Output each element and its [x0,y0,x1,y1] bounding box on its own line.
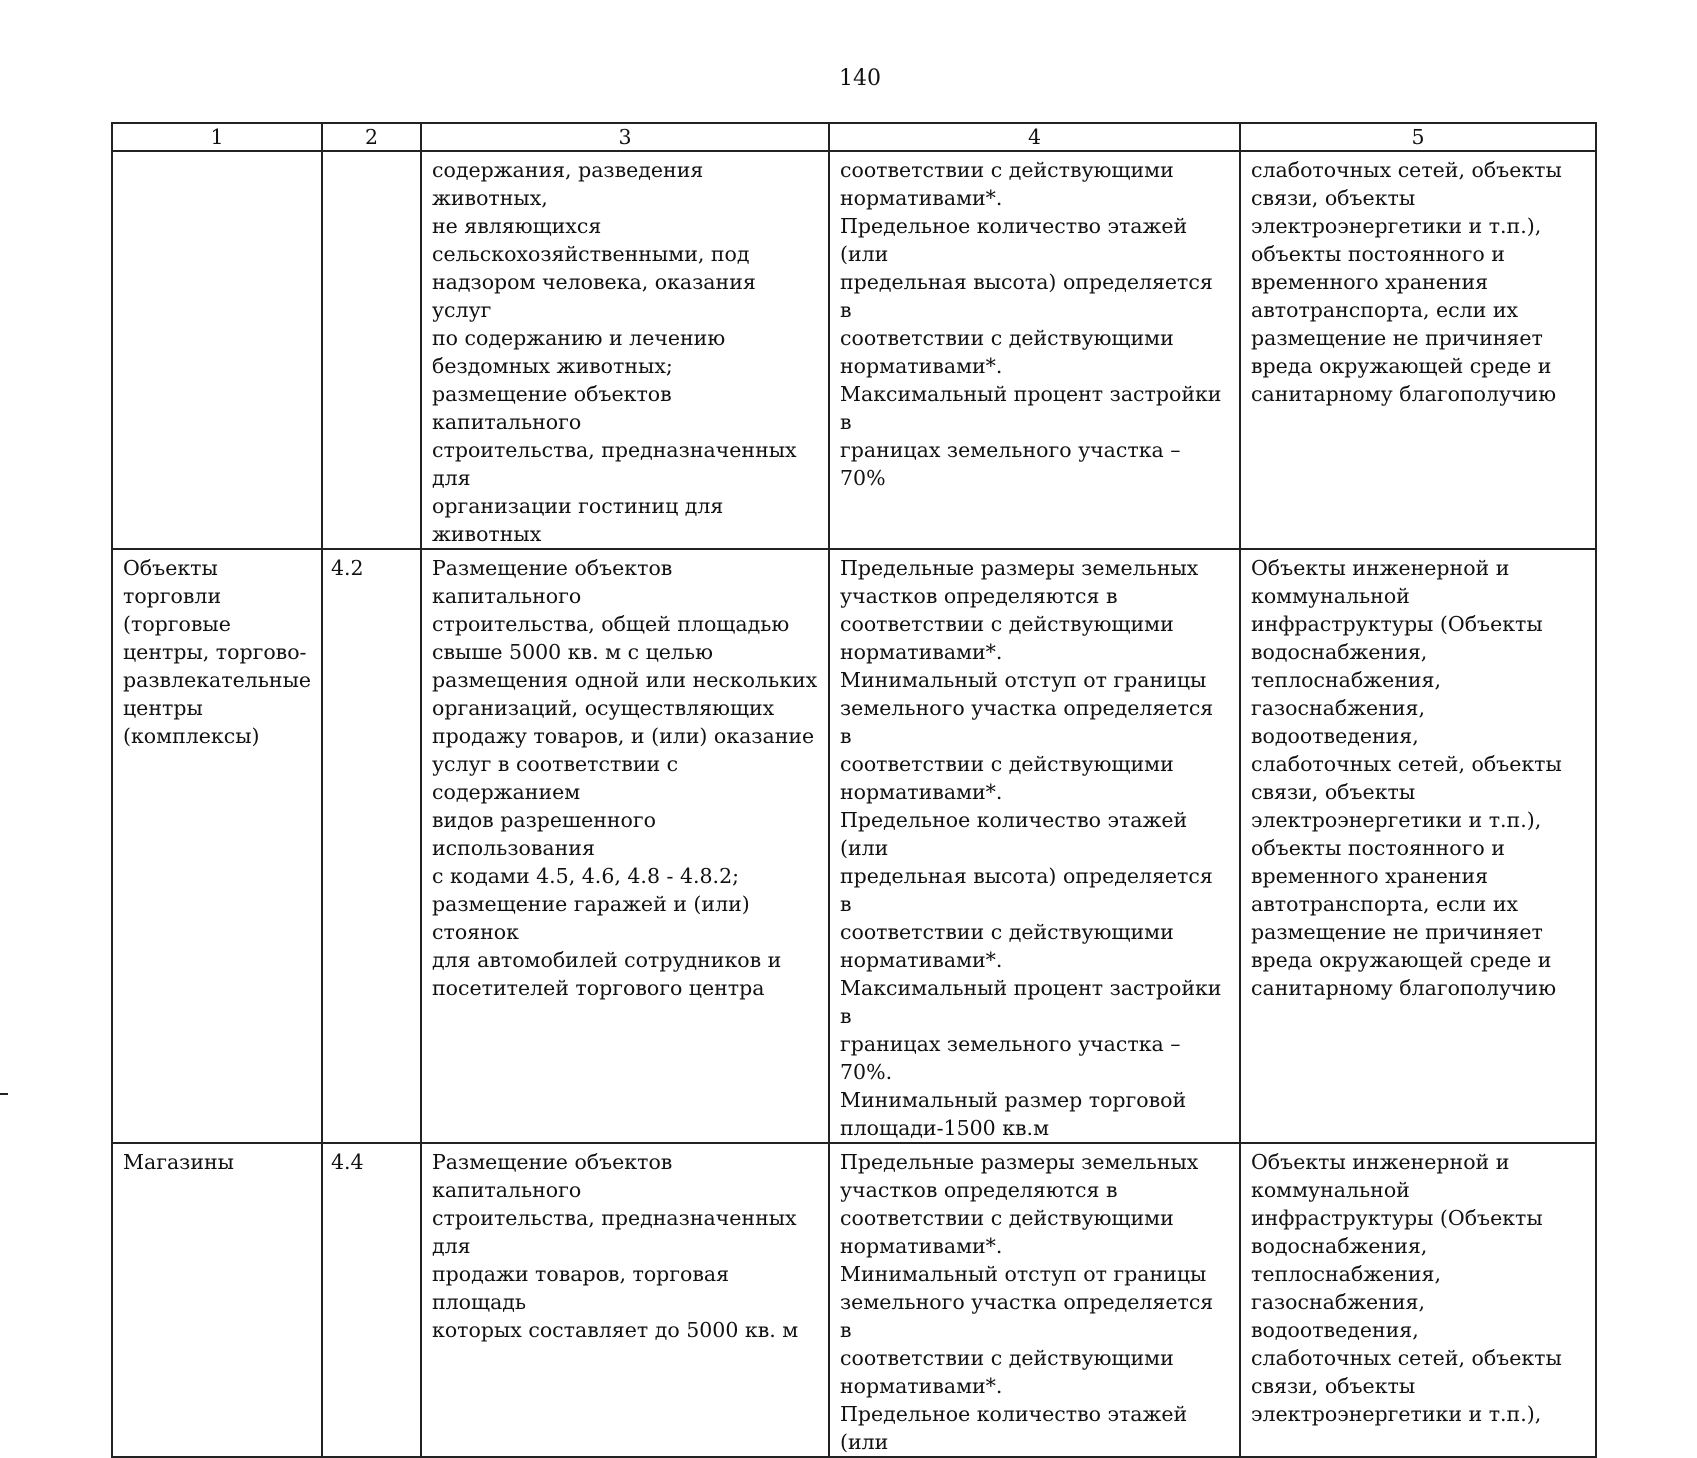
use-code-cell: 4.4 [322,1143,421,1457]
header-cell-5: 5 [1240,123,1596,151]
auxiliary-uses-cell: Объекты инженерной и коммунальной инфраструктуры (Объекты водоснабжения, теплоснабжения, газоснабжения, водоотведения, слаботочных сетей, объекты связи, объекты электроэнергетики и т.п.), объекты постоянного и временного хранения автотранспорта, если их размещение не причиняет вреда окружающей среде и санитарному благополучию [1240,549,1596,1143]
use-name-cell [112,151,322,549]
table-row [112,151,1596,549]
auxiliary-uses-cell: Объекты инженерной и коммунальной инфраструктуры (Объекты водоснабжения, теплоснабжения, газоснабжения, водоотведения, слаботочных сетей, объекты связи, объекты электроэнергетики и т.п.), [1240,1143,1596,1457]
header-cell-3: 3 [421,123,829,151]
use-code-cell [322,151,421,549]
table-row [112,549,1596,1143]
use-description-cell: содержания, разведения животных, не являющихся сельскохозяйственными, под надзором человека, оказания услуг по содержанию и лечению бездомных животных; размещение объектов капитального строительства, предназначенных для организации гостиниц для животных [421,151,829,549]
header-cell-1: 1 [112,123,322,151]
header-cell-4: 4 [829,123,1240,151]
page-number: 140 [839,66,881,91]
parameters-cell: Предельные размеры земельных участков определяются в соответствии с действующими нормативами*. Минимальный отступ от границы земельного участка определяется в соответствии с действующими нормативами*. Предельное количество этажей (или [829,1143,1240,1457]
use-name-cell: Магазины [112,1143,322,1457]
auxiliary-uses-cell: слаботочных сетей, объекты связи, объекты электроэнергетики и т.п.), объекты постоянного и временного хранения автотранспорта, если их размещение не причиняет вреда окружающей среде и санитарному благополучию [1240,151,1596,549]
use-code-cell: 4.2 [322,549,421,1143]
header-row [112,123,1596,151]
header-cell-2: 2 [322,123,421,151]
table-row [112,1143,1596,1457]
parameters-cell: соответствии с действующими нормативами*. Предельное количество этажей (или предельная высота) определяется в соответствии с действующими нормативами*. Максимальный процент застройки в границах земельного участка – 70% [829,151,1240,549]
use-description-cell: Размещение объектов капитального строительства, предназначенных для продажи товаров, торговая площадь которых составляет до 5000 кв. м [421,1143,829,1457]
use-name-cell: Объекты торговли (торговые центры, торгово- развлекательные центры (комплексы) [112,549,322,1143]
use-description-cell: Размещение объектов капитального строительства, общей площадью свыше 5000 кв. м с целью размещения одной или нескольких организаций, осуществляющих продажу товаров, и (или) оказание услуг в соответствии с содержанием видов разрешенного использования с кодами 4.5, 4.6, 4.8 - 4.8.2; размещение гаражей и (или) стоянок для автомобилей сотрудников и посетителей торгового центра [421,549,829,1143]
margin-mark [0,1093,8,1095]
parameters-cell: Предельные размеры земельных участков определяются в соответствии с действующими нормативами*. Минимальный отступ от границы земельного участка определяется в соответствии с действующими нормативами*. Предельное количество этажей (или предельная высота) определяется в соответствии с действующими нормативами*. Максимальный процент застройки в границах земельного участка – 70%. Минимальный размер торговой площади-1500 кв.м [829,549,1240,1143]
zoning-table [111,122,1597,1458]
